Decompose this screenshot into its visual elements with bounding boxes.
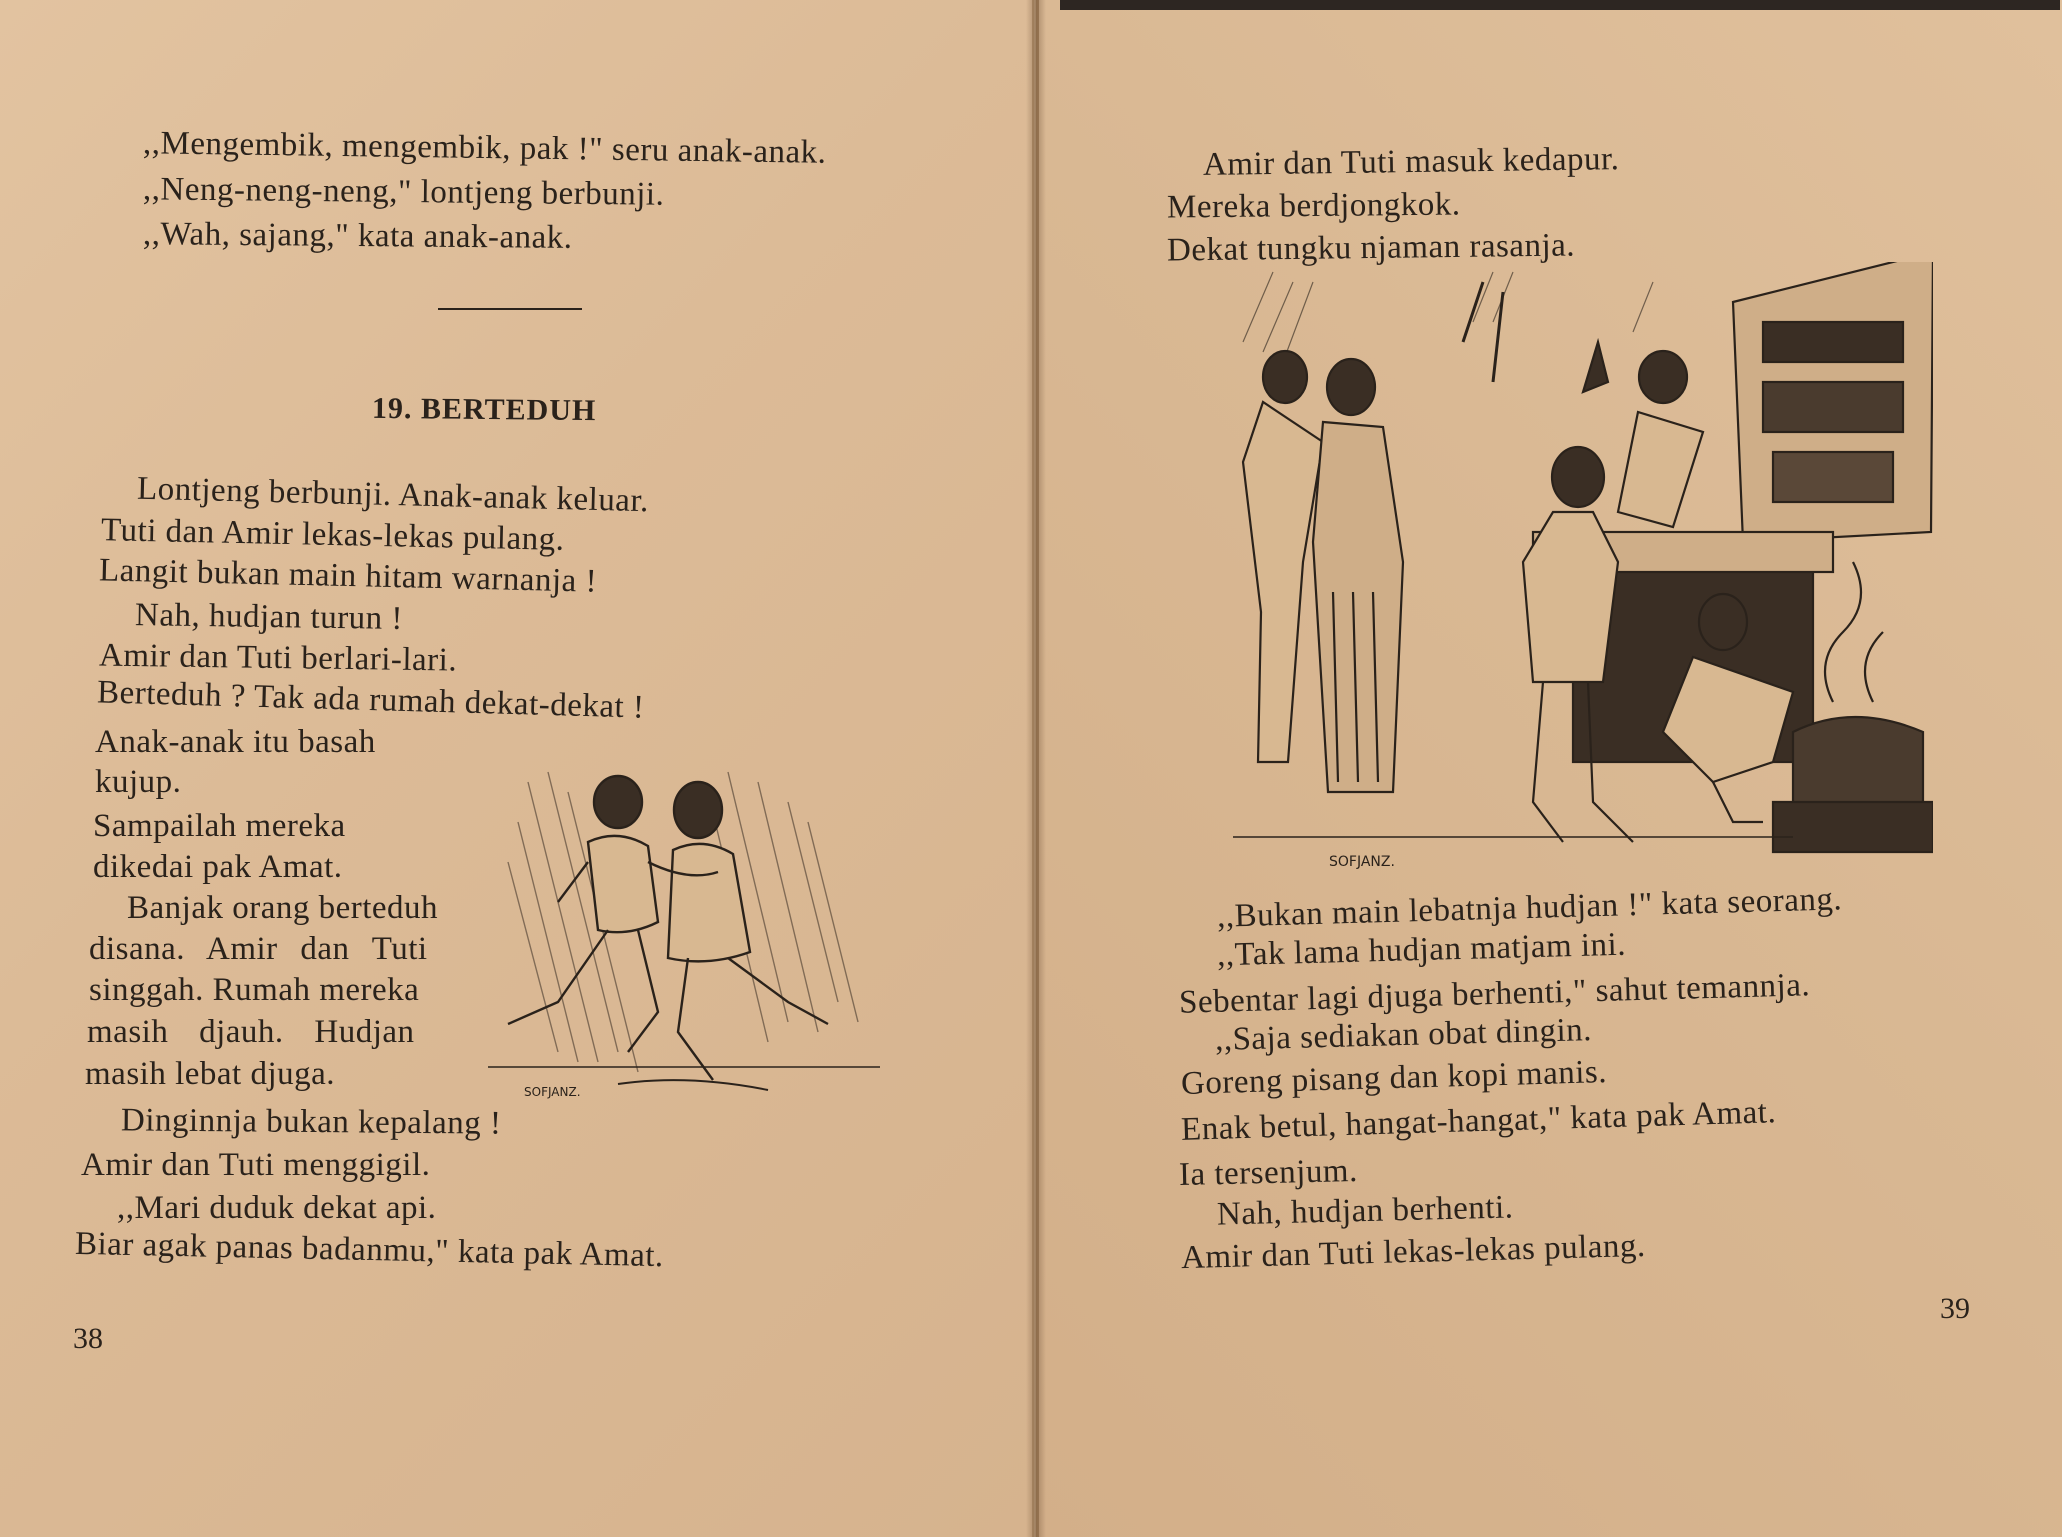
left-story-line: Dinginnja bukan kepalang !: [120, 1102, 502, 1142]
left-story-line: dikedai pak Amat.: [93, 849, 343, 885]
right-story-line: Sebentar lagi djuga berhenti," sahut temannja.: [1178, 967, 1811, 1021]
left-story-line: Tuti dan Amir lekas-lekas pulang.: [100, 512, 565, 558]
left-story-line: kujup.: [95, 764, 182, 800]
left-top-line: ,,Neng-neng-neng," lontjeng berbunji.: [142, 171, 665, 213]
left-story-line: Langit bukan main hitam warnanja !: [98, 552, 598, 600]
left-story-line: Nah, hudjan turun !: [134, 597, 404, 637]
left-story-line: Amir dan Tuti berlari-lari.: [98, 637, 458, 679]
left-top-line: ,,Mengembik, mengembik, pak !" seru anak-anak.: [142, 125, 827, 171]
right-top-line: Dekat tungku njaman rasanja.: [1166, 227, 1576, 269]
right-story-line: Ia tersenjum.: [1178, 1152, 1359, 1194]
illustration-signature: SOFJANZ.: [524, 1085, 581, 1099]
left-story-line: singgah. Rumah mereka: [89, 972, 420, 1008]
section-divider: [438, 308, 582, 310]
right-top-line: Amir dan Tuti masuk kedapur.: [1202, 141, 1620, 183]
left-story-line: disana. Amir dan Tuti: [89, 931, 428, 967]
left-story-line: masih lebat djuga.: [85, 1056, 336, 1092]
left-story-line: Biar agak panas badanmu," kata pak Amat.: [74, 1225, 665, 1275]
left-story-line: Sampailah mereka: [93, 808, 346, 844]
right-story-line: Goreng pisang dan kopi manis.: [1180, 1054, 1608, 1102]
left-story-line: Berteduh ? Tak ada rumah dekat-dekat !: [96, 674, 645, 726]
right-top-line: Mereka berdjongkok.: [1166, 186, 1461, 226]
left-story-line: Anak-anak itu basah: [95, 724, 376, 760]
left-story-line: masih djauh. Hudjan: [87, 1014, 415, 1050]
right-story-line: Nah, hudjan berhenti.: [1216, 1189, 1514, 1233]
page-number: 38: [73, 1322, 103, 1355]
right-story-line: ,,Bukan main lebatnja hudjan !" kata seorang.: [1216, 881, 1843, 935]
page-number: 39: [1940, 1292, 1970, 1325]
book-cover-edge: [1060, 0, 2060, 10]
kitchen-drawing: [1233, 262, 1933, 882]
left-story-line: Lontjeng berbunji. Anak-anak keluar.: [136, 470, 650, 520]
illustration-signature: SOFJANZ.: [1329, 854, 1395, 870]
running-children-illustration: [488, 762, 880, 1102]
right-story-line: Enak betul, hangat-hangat," kata pak Amat.: [1180, 1094, 1777, 1148]
chapter-heading: 19. BERTEDUH: [371, 391, 597, 428]
right-story-line: ,,Saja sediakan obat dingin.: [1214, 1012, 1593, 1058]
left-story-line: ,,Mari duduk dekat api.: [117, 1190, 437, 1226]
left-story-line: Banjak orang berteduh: [127, 890, 439, 926]
right-story-line: Amir dan Tuti lekas-lekas pulang.: [1180, 1227, 1647, 1277]
running-children-drawing: [488, 762, 880, 1102]
right-story-line: ,,Tak lama hudjan matjam ini.: [1216, 926, 1627, 974]
left-story-line: Amir dan Tuti menggigil.: [81, 1147, 431, 1183]
kitchen-illustration: [1233, 262, 1933, 882]
left-top-line: ,,Wah, sajang," kata anak-anak.: [142, 216, 573, 256]
right-page: [1036, 0, 2062, 1537]
